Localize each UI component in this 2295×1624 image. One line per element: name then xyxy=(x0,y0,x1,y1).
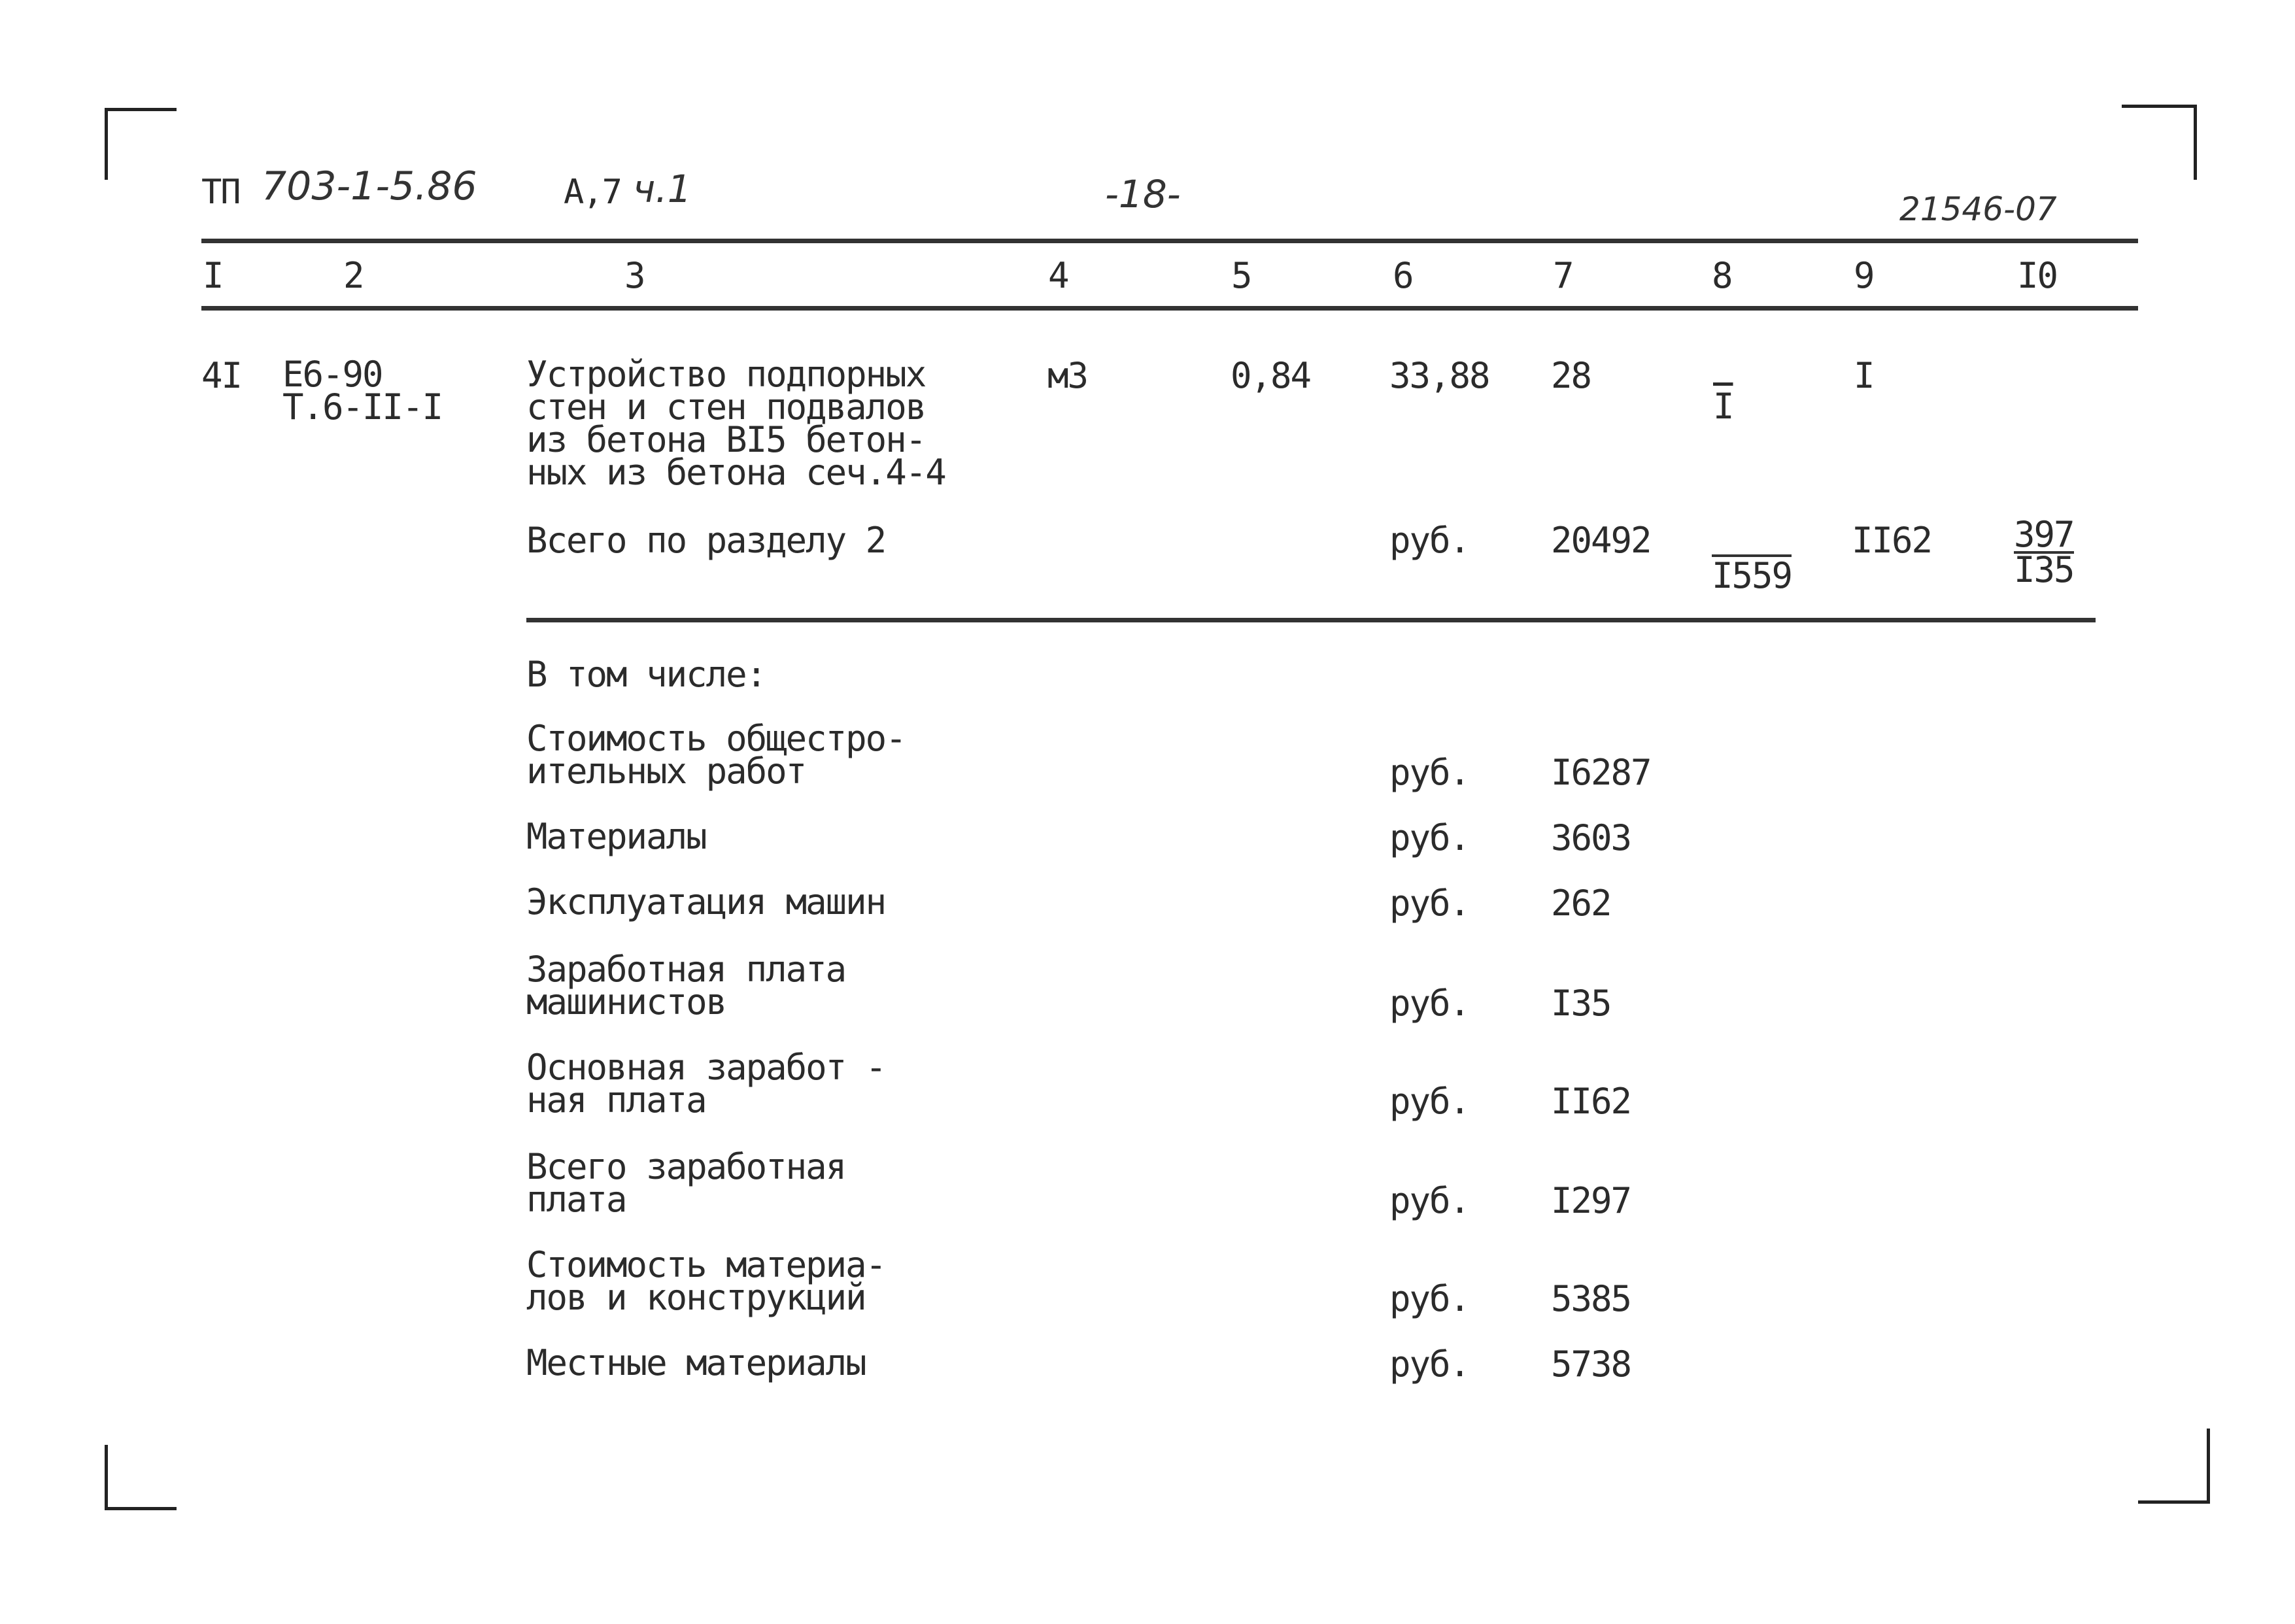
breakdown-unit: руб. xyxy=(1389,817,1470,858)
breakdown-unit: руб. xyxy=(1389,1344,1470,1385)
breakdown-value: I297 xyxy=(1551,1180,1631,1221)
breakdown-value: 5738 xyxy=(1551,1344,1631,1385)
item-description: Устройство подпорных стен и стен подвалов из бетона BI5 бетон- ных из бетона сеч.4-4 xyxy=(526,354,945,493)
page-number: -18- xyxy=(1105,172,1181,216)
doc-number: 703-1-5.86 xyxy=(262,163,477,209)
item-col8: $\overline{I}$ xyxy=(1713,386,1733,427)
breakdown-label: Всего заработная плата xyxy=(526,1146,846,1220)
breakdown-unit: руб. xyxy=(1389,883,1470,924)
item-quantity: 0,84 xyxy=(1231,355,1311,396)
breakdown-value: 262 xyxy=(1551,883,1611,924)
column-number: 3 xyxy=(624,255,645,296)
column-number: 5 xyxy=(1231,255,1251,296)
breakdown-unit: руб. xyxy=(1389,983,1470,1024)
breakdown-label: Материалы xyxy=(526,816,706,857)
total-col7: 20492 xyxy=(1551,520,1651,561)
breakdown-value: I6287 xyxy=(1551,752,1651,793)
column-number: I0 xyxy=(2017,255,2058,296)
album-part: ч.1 xyxy=(633,167,692,211)
column-number: 2 xyxy=(343,255,364,296)
total-col9: II62 xyxy=(1852,520,1932,561)
breakdown-unit: руб. xyxy=(1389,752,1470,793)
breakdown-value: II62 xyxy=(1551,1081,1631,1122)
column-number: 7 xyxy=(1553,255,1573,296)
breakdown-unit: руб. xyxy=(1389,1278,1470,1319)
corner-mark-bottom-left xyxy=(105,1445,177,1510)
breakdown-label: Эксплуатация машин xyxy=(526,881,886,922)
doc-prefix: ТП xyxy=(201,173,240,212)
breakdown-label: Стоимость материа- лов и конструкций xyxy=(526,1244,886,1318)
column-number: 9 xyxy=(1854,255,1874,296)
inventory-number: 21546-07 xyxy=(1899,190,2057,228)
corner-mark-bottom-right xyxy=(2138,1429,2210,1504)
total-unit: руб. xyxy=(1389,520,1470,561)
total-col10-numerator: 397 xyxy=(2014,514,2074,555)
item-unit-price: 33,88 xyxy=(1389,355,1489,396)
breakdown-value: 3603 xyxy=(1551,817,1631,858)
total-separator-rule xyxy=(526,618,2096,622)
breakdown-label: Местные материалы xyxy=(526,1342,866,1383)
column-number: 6 xyxy=(1393,255,1413,296)
breakdown-value: 5385 xyxy=(1551,1278,1631,1319)
item-unit: м3 xyxy=(1047,355,1088,396)
corner-mark-top-left xyxy=(105,108,177,180)
column-header-top-rule xyxy=(201,239,2138,243)
breakdown-unit: руб. xyxy=(1389,1180,1470,1221)
album-label: А,7 xyxy=(564,173,621,212)
breakdown-label: Основная заработ - ная плата xyxy=(526,1047,886,1121)
breakdown-title: В том числе: xyxy=(526,654,766,695)
column-number: 8 xyxy=(1712,255,1732,296)
item-col7: 28 xyxy=(1551,355,1591,396)
item-code: Е6-90 Т.6-II-I xyxy=(282,354,443,428)
total-label: Всего по разделу 2 xyxy=(526,520,886,561)
breakdown-label: Стоимость общестро- ительных работ xyxy=(526,718,906,792)
total-col10-fraction xyxy=(2014,514,2074,590)
column-number: I xyxy=(203,255,223,296)
item-col9: I xyxy=(1854,355,1874,396)
breakdown-value: I35 xyxy=(1551,983,1611,1024)
column-header-bottom-rule xyxy=(201,306,2138,311)
column-number: 4 xyxy=(1048,255,1068,296)
total-col10-denominator: I35 xyxy=(2014,549,2074,590)
total-col8: I559 xyxy=(1712,555,1792,596)
breakdown-label: Заработная плата машинистов xyxy=(526,949,846,1023)
item-number: 4I xyxy=(201,355,242,396)
breakdown-unit: руб. xyxy=(1389,1081,1470,1122)
corner-mark-top-right xyxy=(2122,105,2197,180)
